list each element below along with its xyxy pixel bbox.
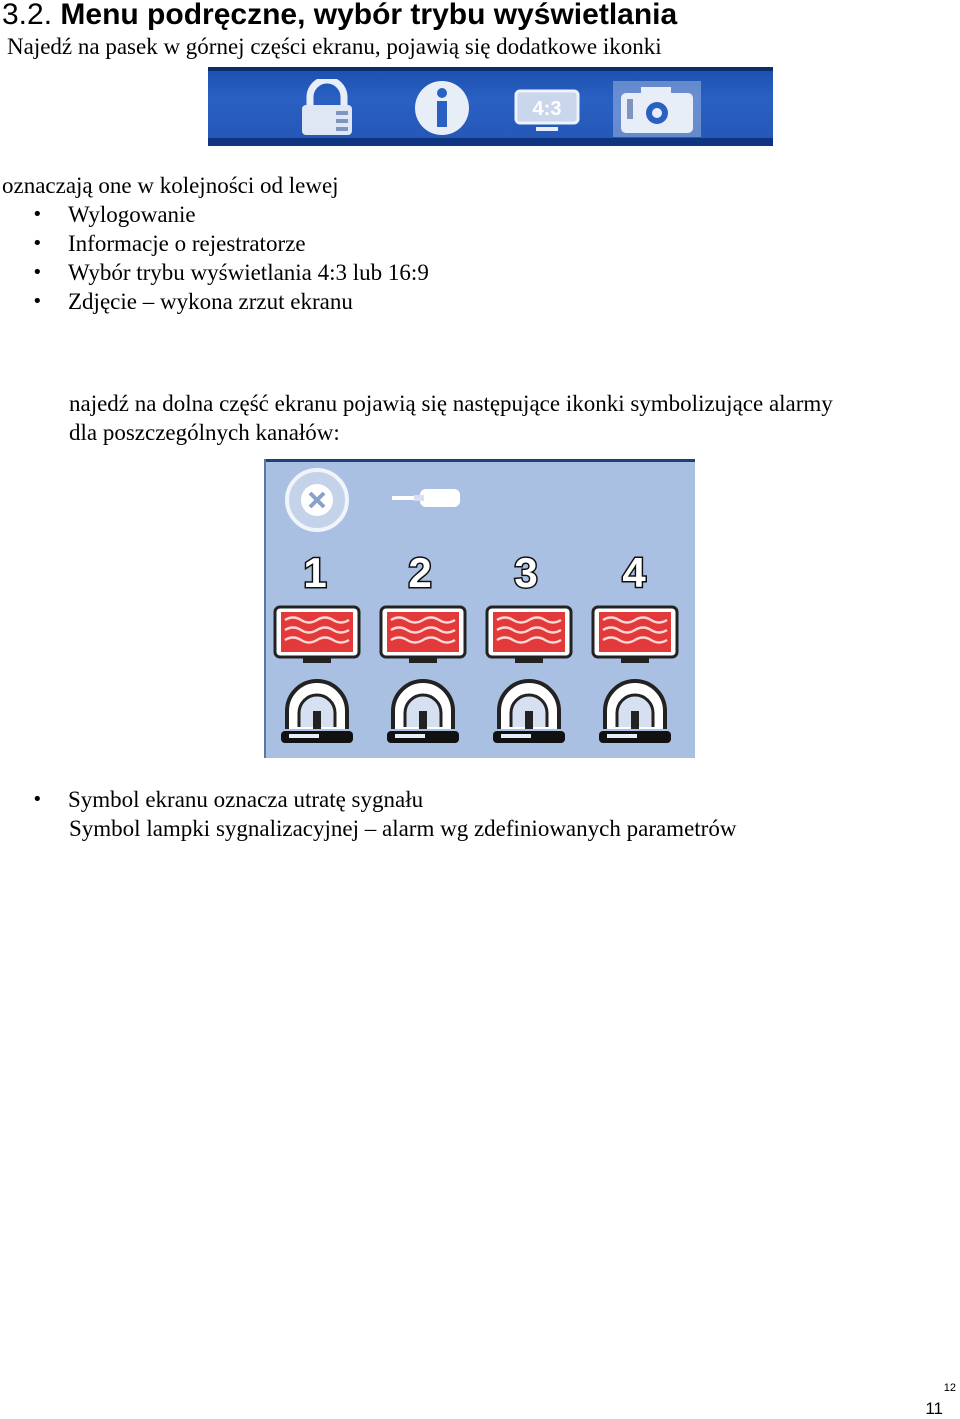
video-loss-icon [275, 607, 359, 663]
subheading: Najedź na pasek w górnej części ekranu, pojawią się dodatkowe ikonki [7, 34, 662, 59]
lock-icon [296, 79, 358, 137]
symbol-description-list [0, 785, 423, 814]
intro-text: oznaczają one w kolejności od lewej [2, 173, 339, 198]
list-item: • Wylogowanie [0, 200, 429, 229]
ratio-label: 4:3 [532, 98, 562, 120]
alarm-panel-screenshot [264, 459, 695, 758]
alarm-lamp-icon [281, 681, 353, 743]
close-icon [287, 470, 347, 530]
lamp-symbol-description: Symbol lampki sygnalizacyjnej – alarm wg zdefiniowanych parametrów [69, 816, 737, 841]
video-loss-icon [487, 607, 571, 663]
camera-icon [611, 79, 703, 137]
channel-2-label: 2 [408, 549, 432, 596]
list-item: • Zdjęcie – wykona zrzut ekranu [0, 287, 429, 316]
page-number: 11 [925, 1399, 943, 1418]
section-number: 3.2. [2, 0, 53, 31]
key-icon [392, 489, 460, 507]
video-loss-icon [593, 607, 677, 663]
icon-description-list [0, 200, 429, 316]
info-icon [404, 79, 480, 137]
alarm-lamp-icon [599, 681, 671, 743]
page-title [2, 0, 677, 32]
video-loss-icon [381, 607, 465, 663]
list-item: • Informacje o rejestratorze [0, 229, 429, 258]
list-item: • Wybór trybu wyświetlania 4:3 lub 16:9 [0, 258, 429, 287]
channel-1-label: 1 [303, 549, 327, 596]
section-title: Menu podręczne, wybór trybu wyświetlania [60, 0, 678, 31]
list-item: • Symbol ekranu oznacza utratę sygnału [0, 785, 423, 814]
alarm-intro-paragraph [69, 389, 833, 447]
page-number-small: 12 [943, 1382, 956, 1394]
channel-3-label: 3 [514, 549, 538, 596]
alarm-lamp-icon [493, 681, 565, 743]
channel-4-label: 4 [622, 549, 646, 596]
paragraph-line: dla poszczególnych kanałów: [69, 420, 340, 445]
alarm-lamp-icon [387, 681, 459, 743]
aspect-ratio-icon [512, 79, 582, 137]
toolbar-screenshot [208, 67, 773, 146]
paragraph-line: najedź na dolna część ekranu pojawią się następujące ikonki symbolizujące alarmy [69, 391, 833, 416]
